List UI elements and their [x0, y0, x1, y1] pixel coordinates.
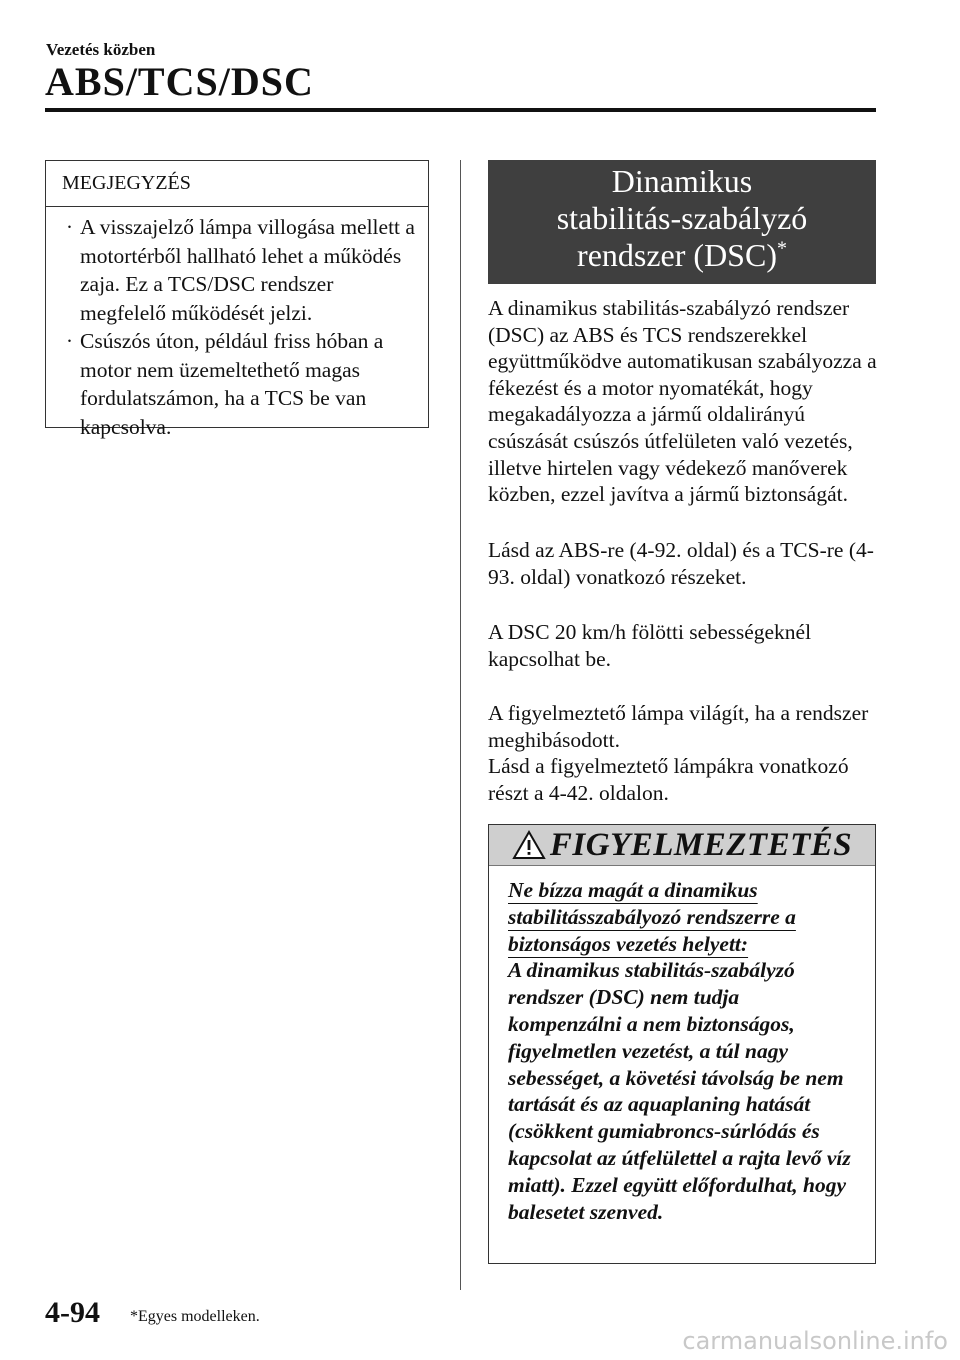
dsc-title-line: [488, 237, 876, 274]
warning-title: FIGYELMEZTETÉS: [549, 826, 853, 863]
dsc-title-line: Dinamikus: [611, 163, 753, 199]
footnote: *Egyes modelleken.: [130, 1308, 260, 1325]
warning-triangle-icon: [512, 830, 546, 860]
dsc-section-banner: [488, 160, 876, 284]
dsc-title-line: stabilitás-szabályzó: [556, 200, 808, 236]
footnote-mark: *: [776, 237, 787, 260]
warning-heading: Ne bízza magát a dinamikus stabilitásszabályozó rendszerre a biztonságos vezetés helyett:: [508, 878, 796, 956]
dsc-reference: Lásd az ABS-re (4-92. oldal) és a TCS-re (4-93. oldal) vonatkozó részeket.: [488, 538, 874, 589]
note-list: [46, 207, 428, 441]
note-item-text: Csúszós úton, például friss hóban a motor nem üzemeltethető magas fordulatszámon, ha a TCS be van kapcsolva.: [80, 329, 384, 439]
warning-light-reference: Lásd a figyelmeztető lámpákra vonatkozó részt a 4-42. oldalon.: [488, 754, 849, 805]
chapter-title: ABS/TCS/DSC: [45, 59, 314, 104]
note-item: [46, 213, 428, 327]
warning-box: [488, 824, 876, 1264]
warning-light-text: A figyelmeztető lámpa világít, ha a rendszer meghibásodott.: [488, 701, 869, 752]
dsc-description: A dinamikus stabilitás-szabályzó rendszer (DSC) az ABS és TCS rendszerekkel együttműködve automatikusan szabályozza a fékezést és a motor nyomatékát, hogy megakadályozza a jármű oldalirányú csúszását csúszós útfelületen való vezetés, illetve hirtelen vagy védekező manőverek közben, ezzel javítva a jármű biztonságát.: [488, 296, 877, 507]
watermark: carmanualsonline.info: [682, 1327, 948, 1355]
dsc-speed-note: A DSC 20 km/h fölötti sebességeknél kapcsolhat be.: [488, 620, 812, 671]
section-label: Vezetés közben: [46, 40, 156, 59]
note-title: MEGJEGYZÉS: [46, 161, 428, 207]
page-number: 4-94: [45, 1296, 100, 1329]
header-rule: [45, 108, 876, 112]
dsc-title-text: rendszer (DSC): [577, 237, 777, 273]
note-item-text: A visszajelző lámpa villogása mellett a motortérből hallható lehet a működés zaja. Ez a TCS/DSC rendszer megfelelő működését jelzi.: [80, 215, 415, 325]
warning-text: A dinamikus stabilitás-szabályzó rendszer (DSC) nem tudja kompenzálni a nem biztonságos, figyelmetlen vezetést, a túl nagy sebességet, a követési távolság be nem tartását és az aquaplaning hatását (csökkent gumiabroncs-súrlódás és kapcsolat az útfelülettel a rajta levő víz miatt). Ezzel együtt előfordulhat, hogy balesetet szenved.: [508, 958, 851, 1224]
note-item: [46, 327, 428, 441]
bullet-icon: ·: [66, 215, 73, 239]
dsc-warning-light-note: [488, 700, 880, 806]
warning-body: [508, 877, 858, 1225]
bullet-icon: ·: [66, 329, 73, 353]
note-box: [45, 160, 429, 439]
warning-header: [489, 825, 875, 866]
column-divider: [460, 160, 461, 1290]
